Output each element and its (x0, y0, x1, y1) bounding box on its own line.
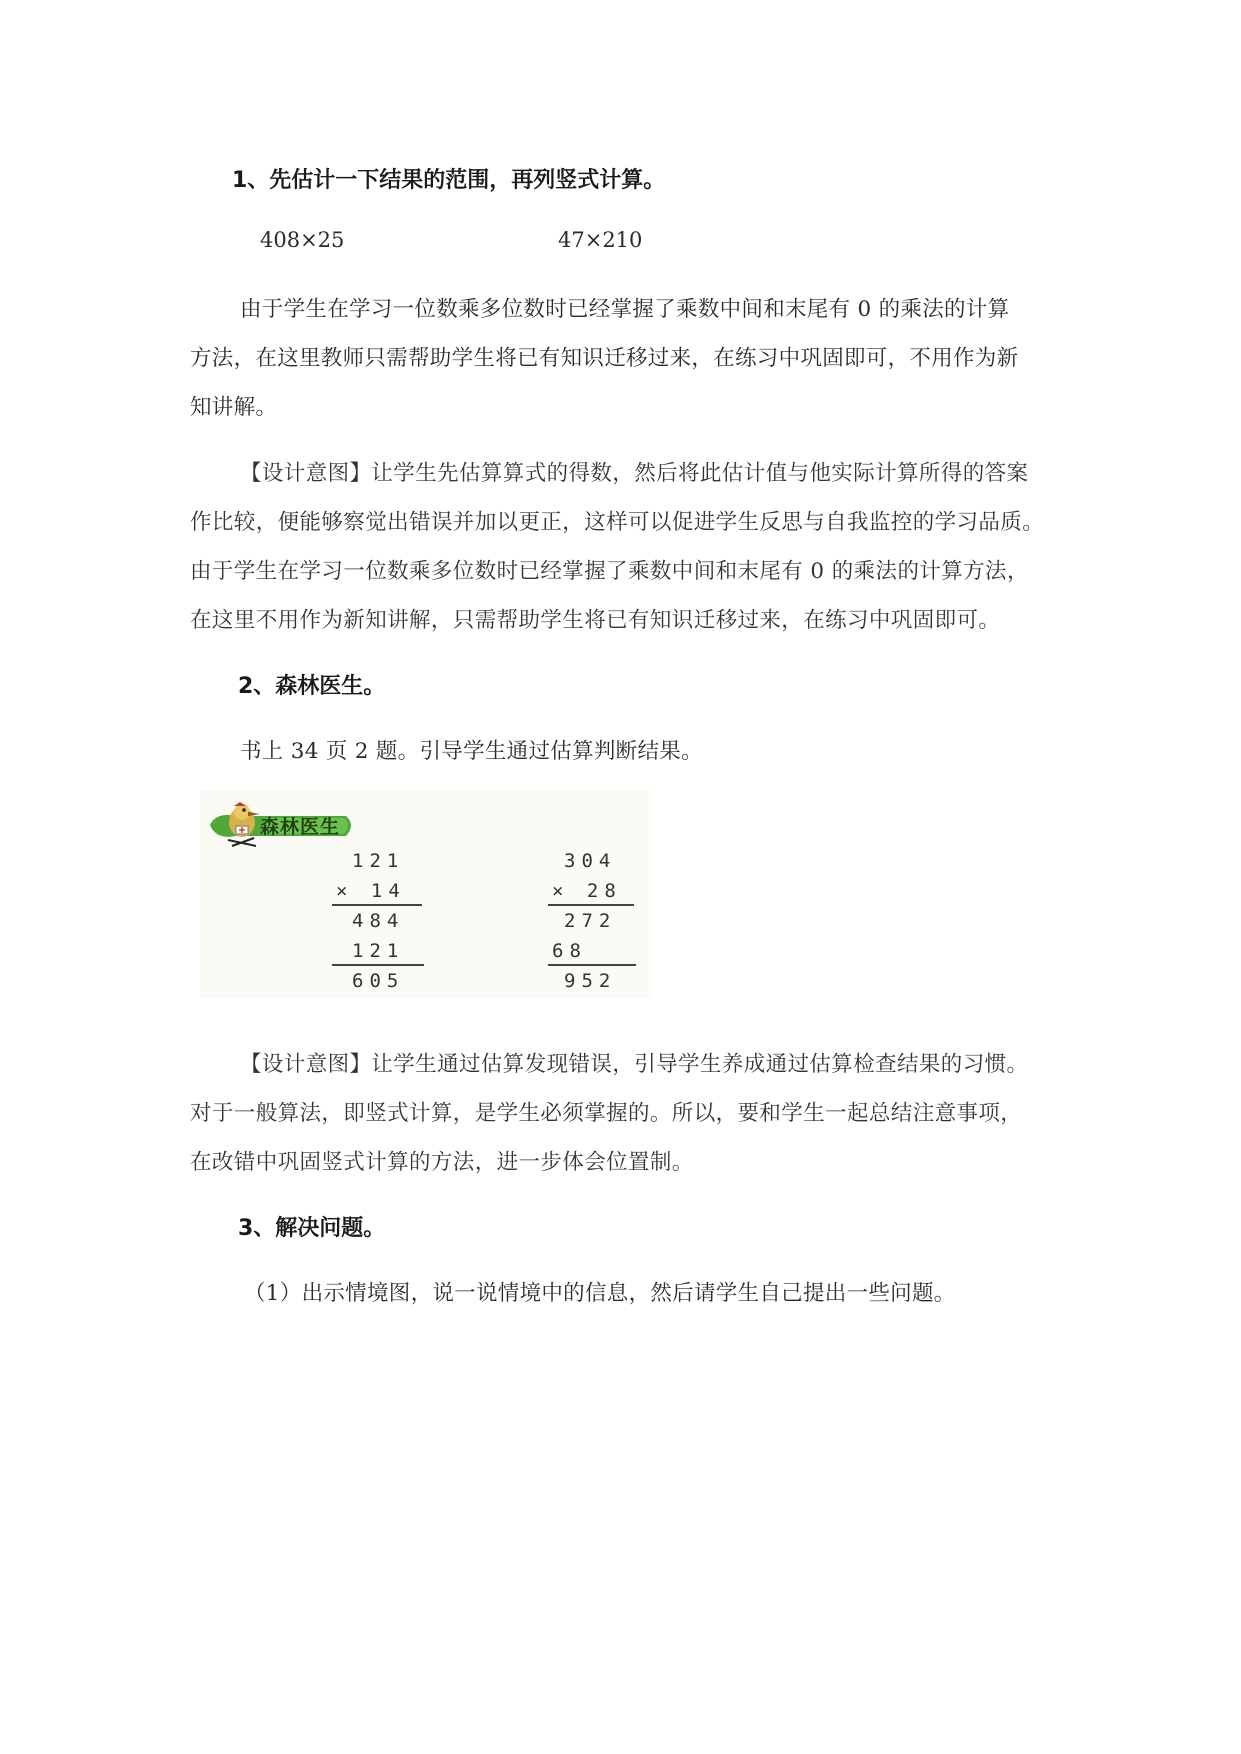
calc-left-multiplier: × 14 (336, 880, 406, 902)
paragraph-line: 方法，在这里教师只需帮助学生将已有知识迁移过来，在练习中巩固即可，不用作为新 (190, 346, 1019, 371)
section3-heading: 3、解决问题。 (238, 1216, 386, 1241)
calc-right-result: 952 (564, 970, 617, 992)
design-intent-line: 作比较，便能够察觉出错误并加以更正，这样可以促进学生反思与自我监控的学习品质。 (190, 510, 1045, 535)
section3-item1: （1）出示情境图，说一说情境中的信息，然后请学生自己提出一些问题。 (244, 1281, 956, 1306)
design-intent-line: 【设计意图】让学生通过估算发现错误，引导学生养成通过估算检查结果的习惯。 (240, 1052, 1029, 1077)
calc-right-multiplier: × 28 (552, 880, 622, 902)
paragraph-line: 知讲解。 (190, 395, 278, 420)
calc-left-result: 605 (352, 970, 405, 992)
calc-right-partial1: 272 (564, 910, 617, 932)
design-intent-line: 由于学生在学习一位数乘多位数时已经掌握了乘数中间和末尾有 0 的乘法的计算方法， (190, 559, 1029, 584)
calc-left-line (332, 964, 424, 966)
paragraph-line: 由于学生在学习一位数乘多位数时已经掌握了乘数中间和末尾有 0 的乘法的计算 (240, 297, 1010, 322)
instruction-text: 书上 34 页 2 题。引导学生通过估算判断结果。 (240, 739, 703, 764)
section2-heading: 2、森林医生。 (238, 674, 386, 699)
design-intent-line: 【设计意图】让学生先估算算式的得数，然后将此估计值与他实际计算所得的答案 (240, 461, 1029, 486)
design-intent-line: 在改错中巩固竖式计算的方法，进一步体会位置制。 (190, 1150, 694, 1175)
calc-left-multiplicand: 121 (352, 850, 405, 872)
calc-right-line (548, 964, 636, 966)
forest-doctor-figure (200, 790, 652, 998)
calc-right-multiplicand: 304 (564, 850, 617, 872)
calc-left-line (332, 904, 422, 906)
calc-left-partial2: 121 (352, 940, 405, 962)
section1-heading: 1、先估计一下结果的范围，再列竖式计算。 (232, 168, 666, 193)
design-intent-line: 在这里不用作为新知讲解，只需帮助学生将已有知识迁移过来，在练习中巩固即可。 (190, 608, 1001, 633)
calc-right-partial2: 68 (552, 940, 587, 962)
formula-a: 408×25 (260, 228, 345, 252)
calc-left-partial1: 484 (352, 910, 405, 932)
banner-title: 森林医生 (260, 816, 341, 838)
formula-b: 47×210 (558, 228, 643, 252)
design-intent-line: 对于一般算法，即竖式计算，是学生必须掌握的。所以，要和学生一起总结注意事项， (190, 1101, 1023, 1126)
calc-right-line (548, 904, 634, 906)
